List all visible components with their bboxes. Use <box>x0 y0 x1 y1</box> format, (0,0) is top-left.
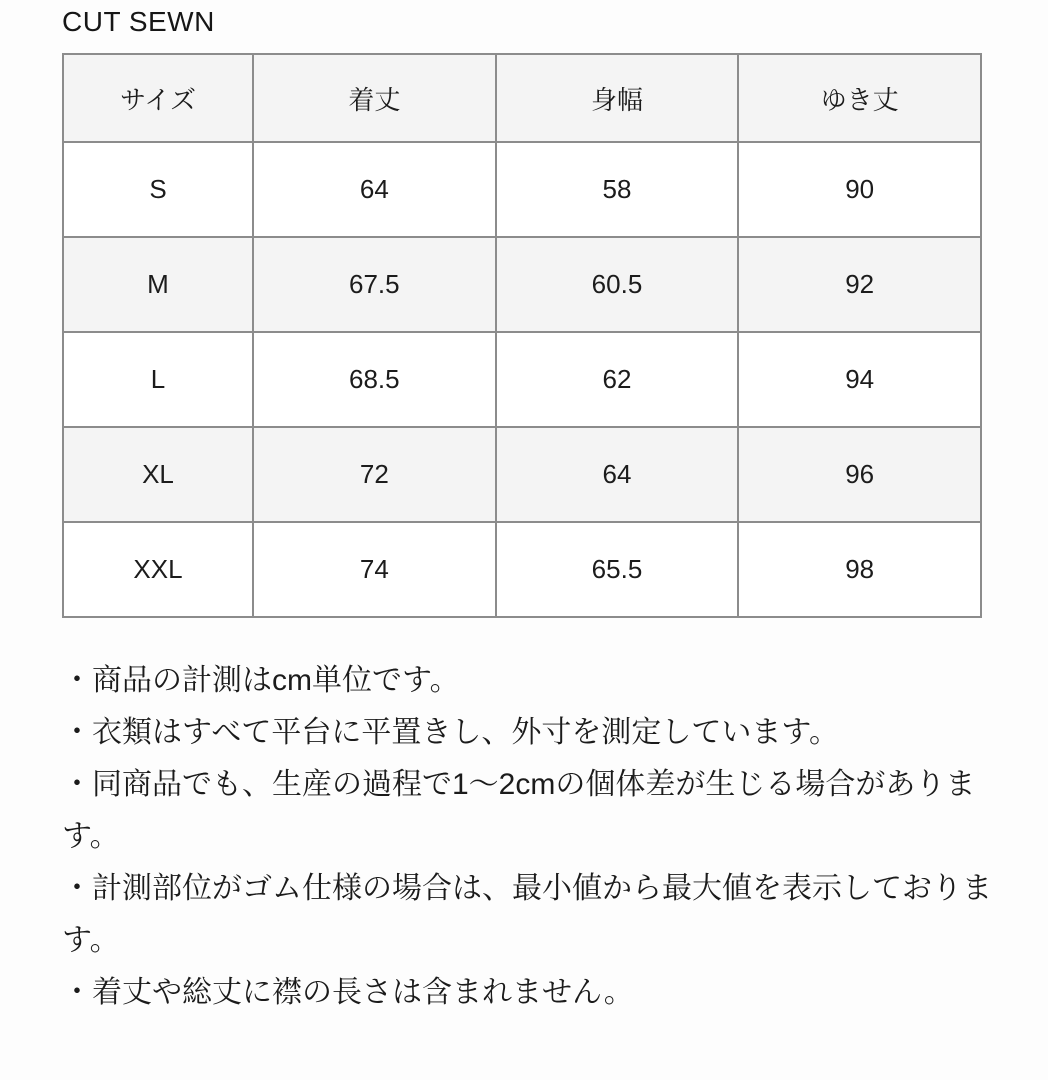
table-cell: 92 <box>738 237 981 332</box>
column-header-width: 身幅 <box>496 54 739 142</box>
size-label: M <box>63 237 253 332</box>
table-row-l <box>63 332 981 427</box>
table-cell: 98 <box>738 522 981 617</box>
table-cell: 60.5 <box>496 237 739 332</box>
table-row-xxl <box>63 522 981 617</box>
size-label: XL <box>63 427 253 522</box>
size-table <box>62 53 982 618</box>
table-cell: 90 <box>738 142 981 237</box>
size-table-header-row <box>63 54 981 142</box>
table-cell: 96 <box>738 427 981 522</box>
table-cell: 64 <box>496 427 739 522</box>
table-cell: 67.5 <box>253 237 496 332</box>
table-cell: 72 <box>253 427 496 522</box>
note-item: ・衣類はすべて平台に平置きし、外寸を測定しています。 <box>62 716 839 749</box>
table-row-s <box>63 142 981 237</box>
table-row-m <box>63 237 981 332</box>
table-cell: 68.5 <box>253 332 496 427</box>
table-row-xl <box>63 427 981 522</box>
size-label: L <box>63 332 253 427</box>
table-cell: 65.5 <box>496 522 739 617</box>
size-label: XXL <box>63 522 253 617</box>
page-title: CUT SEWN <box>62 6 215 37</box>
column-header-size: サイズ <box>63 54 253 142</box>
note-item: ・同商品でも、生産の過程で1〜2cmの個体差が生じる場合があります。 <box>62 768 976 853</box>
table-cell: 58 <box>496 142 739 237</box>
table-cell: 94 <box>738 332 981 427</box>
note-item: ・着丈や総丈に襟の長さは含まれません。 <box>62 976 634 1009</box>
table-cell: 64 <box>253 142 496 237</box>
column-header-length: 着丈 <box>253 54 496 142</box>
note-item: ・商品の計測はcm単位です。 <box>62 664 460 697</box>
size-label: S <box>63 142 253 237</box>
measurement-notes <box>62 655 992 1019</box>
column-header-sleeve: ゆき丈 <box>738 54 981 142</box>
table-cell: 62 <box>496 332 739 427</box>
note-item: ・計測部位がゴム仕様の場合は、最小値から最大値を表示しております。 <box>62 872 992 957</box>
table-cell: 74 <box>253 522 496 617</box>
